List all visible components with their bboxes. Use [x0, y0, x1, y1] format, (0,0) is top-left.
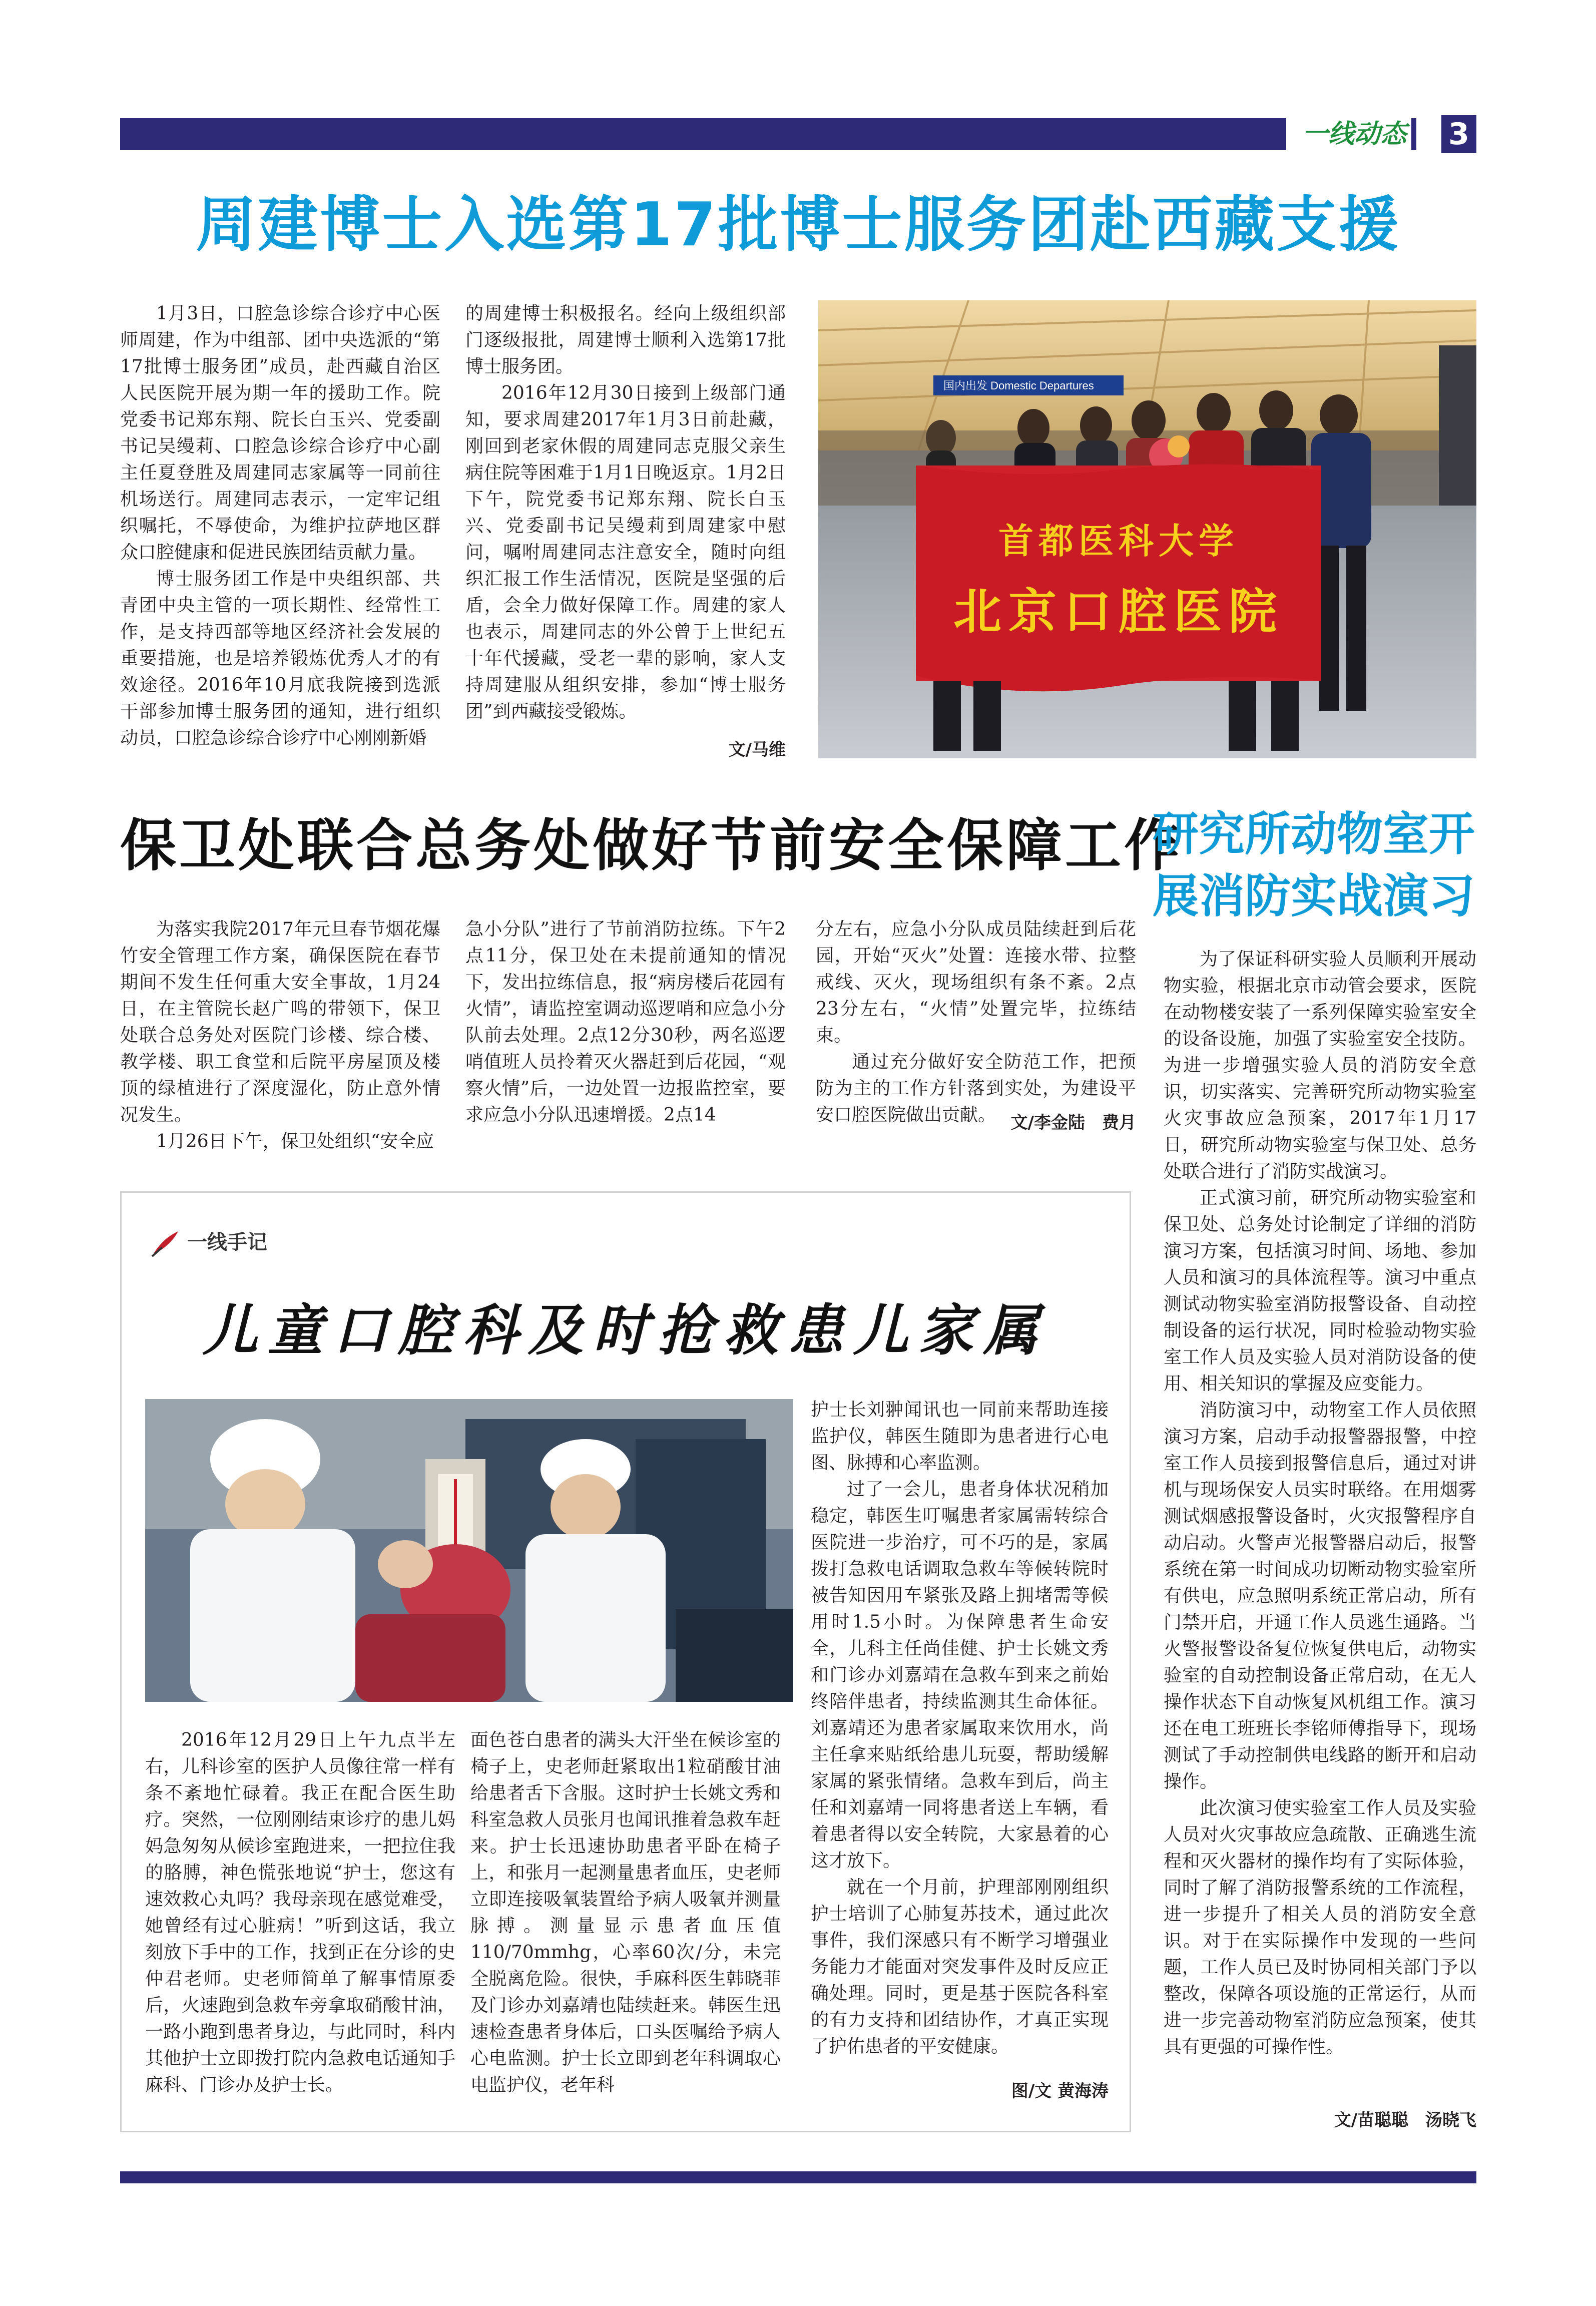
paragraph: 的周建博士积极报名。经向上级组织部门逐级报批，周建博士顺利入选第17批博士服务团。	[465, 303, 786, 377]
paragraph: 通过充分做好安全防范工作，把预防为主的工作方针落到实处，为建设平安口腔医院做出贡献。	[816, 1052, 1136, 1125]
article4-byline: 图/文 黄海涛	[1011, 2081, 1109, 2101]
paragraph: 2016年12月29日上午九点半左右，儿科诊室的医护人员像往常一样有条不紊地忙碌着。我正在配合医生助疗。突然，一位刚刚结束诊疗的患儿妈妈急匆匆从候诊室跑进来，一把拉住我的胳膊，神色慌张地说“护士，您这有速效救心丸吗？我母亲现在感觉难受，她曾经有过心脏病！”听到这话，我立刻放下手中的工作，找到正在分诊的史仲君老师。史老师简单了解事情原委后，火速跑到急救车旁拿取硝酸甘油，一路小跑到患者身边，与此同时，科内其他护士立即拨打院内急救电话通知手麻科、门诊办及护士长。	[145, 1730, 455, 2095]
article4-column-1	[145, 1727, 455, 2098]
article1-column-2	[465, 300, 786, 725]
header-bar	[120, 118, 1416, 150]
article2-column-3	[816, 916, 1136, 1128]
article2-column-1	[120, 916, 440, 1155]
clinic-emergency-photo	[145, 1399, 793, 1702]
airport-sign: 国内出发 Domestic Departures	[943, 379, 1094, 392]
paragraph: 面色苍白患者的满头大汗坐在候诊室的椅子上，史老师赶紧取出1粒硝酸甘油给患者舌下含服。这时护士长姚文秀和科室急救人员张月也闻讯推着急救车赶来。护士长迅速协助患者平卧在椅子上，和张月一起测量患者血压，史老师立即连接吸氧装置给予病人吸氧并测量脉搏。测量显示患者血压值110/70mmhg，心率60次/分，未完全脱离危险。很快，手麻科医生韩晓菲及门诊办刘嘉靖也陆续赶来。韩医生迅速检查患者身体后，口头医嘱给予病人心电监测。护士长立即到老年科调取心电监护仪，老年科	[470, 1730, 781, 2095]
article1-byline: 文/马维	[728, 740, 786, 760]
paragraph: 正式演习前，研究所动物实验室和保卫处、总务处讨论制定了详细的消防演习方案，包括演习时间、场地、参加人员和演习的具体流程等。演习中重点测试动物实验室消防报警设备、自动控制设备的运行状况，同时检验动物实验室工作人员及实验人员对消防设备的使用、相关知识的掌握及应变能力。	[1164, 1188, 1476, 1394]
paragraph: 就在一个月前，护理部刚刚组织护士培训了心肺复苏技术，通过此次事件，我们深感只有不断学习增强业务能力才能面对突发事件及时反应正确处理。同时，更是基于医院各科室的有力支持和团结协作，才真正实现了护佑患者的平安健康。	[811, 1877, 1109, 2057]
paragraph: 护士长刘翀闻讯也一同前来帮助连接监护仪，韩医生随即为患者进行心电图、脉搏和心率监测。	[811, 1400, 1109, 1473]
article2-title: 保卫处联合总务处做好节前安全保障工作	[120, 813, 1183, 878]
article4-column-2	[470, 1727, 781, 2098]
quill-pen-icon	[150, 1229, 180, 1257]
article1-title: 周建博士入选第17批博士服务团赴西藏支援	[196, 190, 1401, 260]
article4-column-3	[811, 1397, 1109, 2060]
paragraph: 过了一会儿，患者身体状况稍加稳定，韩医生叮嘱患者家属需转综合医院进一步治疗，可不巧的是，家属拨打急救电话调取急救车等候转院时被告知因用车紧张及路上拥堵需等候用时1.5小时。为保障患者生命安全，儿科主任尚佳健、护士长姚文秀和门诊办刘嘉靖在急救车到来之前始终陪伴患者，持续监测其生命体征。刘嘉靖还为患者家属取来饮用水，尚主任拿来贴纸给患儿玩耍，帮助缓解家属的紧张情绪。急救车到后，尚主任和刘嘉靖一同将患者送上车辆，看着患者得以安全转院，大家悬着的心这才放下。	[811, 1479, 1109, 1871]
article3-title: 研究所动物室开展消防实战演习	[1152, 807, 1475, 923]
article3-body	[1164, 946, 1476, 2060]
paragraph: 1月3日，口腔急诊综合诊疗中心医师周建，作为中组部、团中央选派的“第17批博士服务团”成员，赴西藏自治区人民医院开展为期一年的援助工作。院党委书记郑东翔、院长白玉兴、党委副书记吴缦莉、口腔急诊综合诊疗中心副主任夏登胜及周建同志家属等一同前往机场送行。周建同志表示，一定牢记组织嘱托，不辱使命，为维护拉萨地区群众口腔健康和促进民族团结贡献力量。	[120, 303, 440, 563]
footer-bar	[120, 2171, 1476, 2183]
paragraph: 为落实我院2017年元旦春节烟花爆竹安全管理工作方案，确保医院在春节期间不发生任何重大安全事故，1月24日，在主管院长赵广鸣的带领下，保卫处联合总务处对医院门诊楼、综合楼、教学楼、职工食堂和后院平房屋顶及楼顶的绿植进行了深度湿化，防止意外情况发生。	[120, 919, 440, 1125]
article2-column-2	[465, 916, 786, 1128]
airport-group-photo	[818, 300, 1476, 758]
banner-line-1: 首都医科大学	[998, 520, 1239, 562]
paragraph: 2016年12月30日接到上级部门通知，要求周建2017年1月3日前赴藏，刚回到老家休假的周建同志克服父亲生病住院等困难于1月1日晚返京。1月2日下午，院党委书记郑东翔、院长白玉兴、党委副书记吴缦莉到周建家中慰问，嘱咐周建同志注意安全，随时向组织汇报工作生活情况，医院是坚强的后盾，会全力做好保障工作。周建的家人也表示，周建同志的外公曾于上世纪五十年代援藏，受老一辈的影响，家人支持周建服从组织安排，参加“博士服务团”到西藏接受锻炼。	[465, 383, 786, 722]
column-label-text: 一线手记	[187, 1231, 267, 1254]
section-name: 一线动态	[1286, 113, 1411, 155]
paragraph: 1月26日下午，保卫处组织“安全应	[156, 1131, 434, 1152]
article4-title: 儿童口腔科及时抢救患儿家属	[203, 1298, 1048, 1362]
paragraph: 为了保证科研实验人员顺利开展动物实验，根据北京市动管会要求，医院在动物楼安装了一系列保障实验室安全的设备设施，加强了实验室安全技防。为进一步增强实验人员的消防安全意识，切实落实、完善研究所动物实验室火灾事故应急预案，2017年1月17日，研究所动物实验室与保卫处、总务处联合进行了消防实战演习。	[1164, 949, 1476, 1182]
paragraph: 此次演习使实验室工作人员及实验人员对火灾事故应急疏散、正确逃生流程和灭火器材的操作均有了实际体验，同时了解了消防报警系统的工作流程，进一步提升了相关人员的消防安全意识。对于在实际操作中发现的一些问题，工作人员已及时协同相关部门予以整改，保障各项设施的正常运行，从而进一步完善动物室消防应急预案，使其具有更强的可操作性。	[1164, 1798, 1476, 2057]
article2-byline: 文/李金陆 费月	[1010, 1113, 1136, 1133]
column-label	[150, 1226, 267, 1257]
paragraph: 急小分队”进行了节前消防拉练。下午2点11分，保卫处在未提前通知的情况下，发出拉练信息，报“病房楼后花园有火情”，请监控室调动巡逻哨和应急小分队前去处理。2点12分30秒，两名巡逻哨值班人员拎着灭火器赶到后花园，“观察火情”后，一边处置一边报监控室，要求应急小分队迅速增援。2点14	[465, 919, 786, 1125]
paragraph: 博士服务团工作是中央组织部、共青团中央主管的一项长期性、经常性工作，是支持西部等地区经济社会发展的重要措施，也是培养锻炼优秀人才的有效途径。2016年10月底我院接到选派干部参加博士服务团的通知，进行组织动员，口腔急诊综合诊疗中心刚刚新婚	[120, 569, 440, 748]
paragraph: 分左右，应急小分队成员陆续赶到后花园，开始“灭火”处置：连接水带、拉整戒线、灭火，现场组织有条不紊。2点23分左右，“火情”处置完毕，拉练结束。	[816, 919, 1136, 1046]
article3-byline: 文/苗聪聪 汤晓飞	[1334, 2110, 1476, 2130]
paragraph: 消防演习中，动物室工作人员依照演习方案，启动手动报警器报警，中控室工作人员接到报警信息后，通过对讲机与现场保安人员实时联络。在用烟雾测试烟感报警设备时，火灾报警程序自动启动。火警声光报警器启动后，报警系统在第一时间成功切断动物实验室所有供电，应急照明系统正常启动，所有门禁开启，开通工作人员逃生通路。当火警报警设备复位恢复供电后，动物实验室的自动控制设备正常启动，在无人操作状态下自动恢复风机组工作。演习还在电工班班长李铭师傅指导下，现场测试了手动控制供电线路的断开和启动操作。	[1164, 1400, 1476, 1792]
page-number: 3	[1441, 115, 1476, 153]
article1-column-1	[120, 300, 440, 751]
banner-line-2: 北京口腔医院	[953, 583, 1284, 640]
